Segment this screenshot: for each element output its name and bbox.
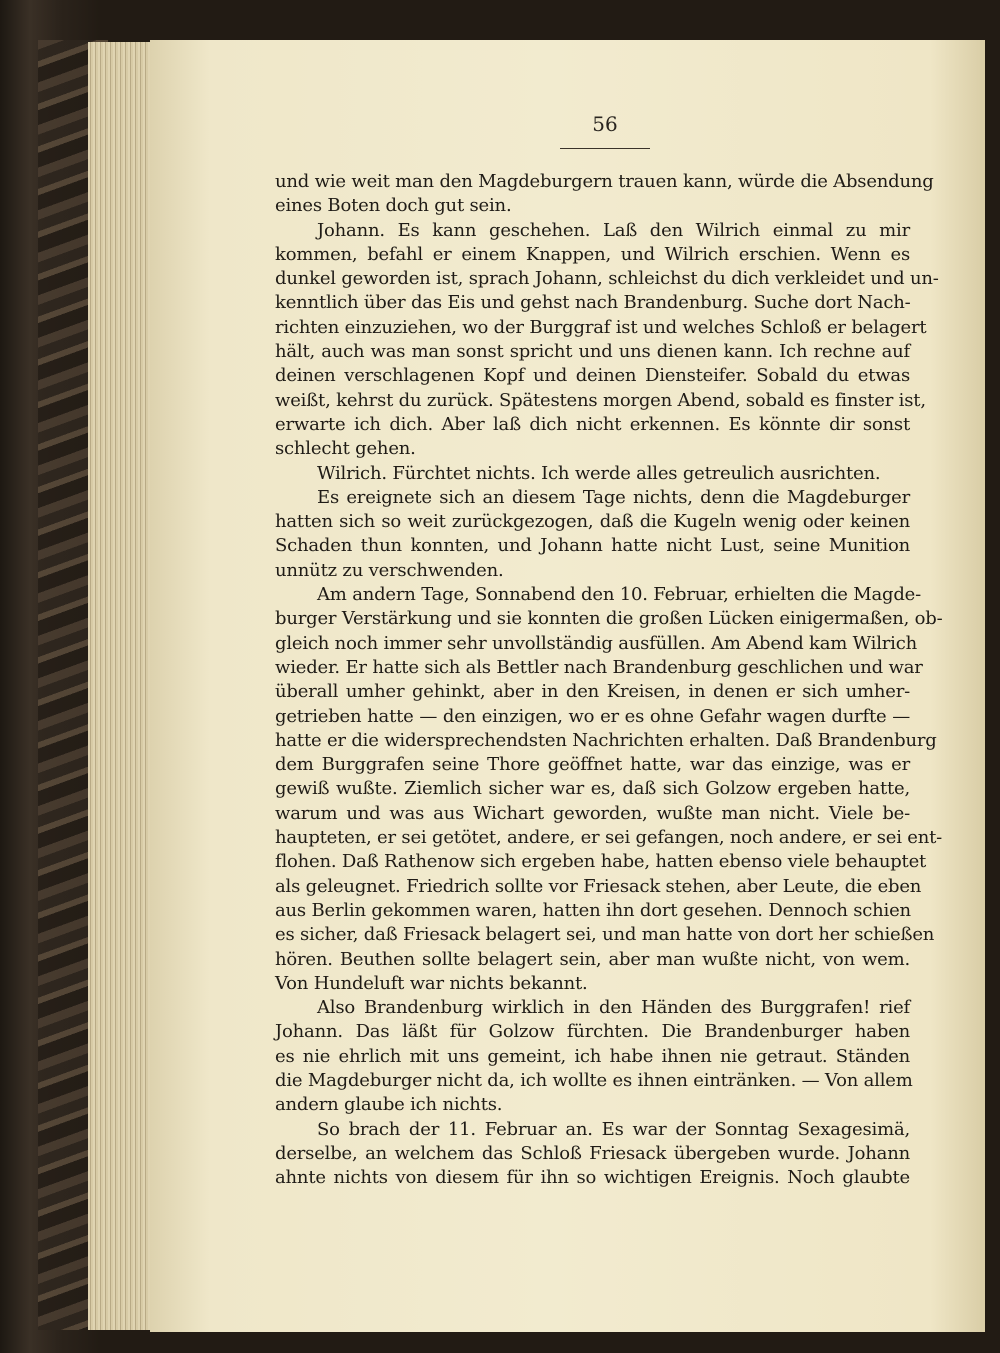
- text-line: gewiß wußte. Ziemlich sicher war es, daß sich Golzow ergeben hatte,: [275, 778, 910, 800]
- text-line: die Magdeburger nicht da, ich wollte es ihnen eintränken. — Von allem: [275, 1069, 913, 1091]
- text-line: hält, auch was man sonst spricht und uns dienen kann. Ich rechne auf: [275, 341, 910, 363]
- text-line: flohen. Daß Rathenow sich ergeben habe, hatten ebenso viele behauptet: [275, 851, 927, 873]
- text-line: ahnte nichts von diesem für ihn so wichtigen Ereignis. Noch glaubte: [275, 1167, 910, 1189]
- page-number: 56: [592, 112, 618, 136]
- text-line: andern glaube ich nichts.: [275, 1094, 503, 1116]
- text-line: So brach der 11. Februar an. Es war der Sonntag Sexagesimä,: [317, 1118, 910, 1140]
- text-line: Also Brandenburg wirklich in den Händen des Burggrafen! rief: [317, 997, 910, 1019]
- text-line: es sicher, daß Friesack belagert sei, und man hatte von dort her schießen: [275, 924, 935, 946]
- text-line: weißt, kehrst du zurück. Spätestens morgen Abend, sobald es finster ist,: [275, 389, 926, 411]
- text-line: überall umher gehinkt, aber in den Kreisen, in denen er sich umher-: [275, 681, 910, 703]
- text-line: deinen verschlagenen Kopf und deinen Diensteifer. Sobald du etwas: [275, 365, 910, 387]
- text-line: richten einzuziehen, wo der Burggraf ist und welches Schloß er belagert: [275, 316, 927, 338]
- text-line: wieder. Er hatte sich als Bettler nach Brandenburg geschlichen und war: [275, 656, 923, 678]
- text-line: derselbe, an welchem das Schloß Friesack übergeben wurde. Johann: [275, 1142, 910, 1164]
- text-line: Von Hundeluft war nichts bekannt.: [275, 972, 588, 994]
- text-line: erwarte ich dich. Aber laß dich nicht erkennen. Es könnte dir sonst: [275, 413, 910, 435]
- text-line: kommen, befahl er einem Knappen, und Wilrich erschien. Wenn es: [275, 243, 910, 265]
- text-line: Johann. Das läßt für Golzow fürchten. Die Brandenburger haben: [275, 1021, 910, 1043]
- text-line: eines Boten doch gut sein.: [275, 195, 512, 217]
- text-line: kenntlich über das Eis und gehst nach Brandenburg. Suche dort Nach-: [275, 292, 911, 314]
- text-line: unnütz zu verschwenden.: [275, 559, 504, 581]
- text-line: schlecht gehen.: [275, 438, 416, 460]
- text-line: Am andern Tage, Sonnabend den 10. Februar, erhielten die Magde-: [317, 584, 921, 606]
- text-line: es nie ehrlich mit uns gemeint, ich habe ihnen nie getraut. Ständen: [275, 1045, 910, 1067]
- body-text: [275, 170, 943, 1190]
- text-line: und wie weit man den Magdeburgern trauen kann, würde die Absendung: [275, 171, 934, 192]
- text-line: dem Burggrafen seine Thore geöffnet hatte, war das einzige, was er: [275, 754, 910, 776]
- text-line: hatten sich so weit zurückgezogen, daß die Kugeln wenig oder keinen: [275, 511, 910, 533]
- text-line: Johann. Es kann geschehen. Laß den Wilrich einmal zu mir: [317, 219, 910, 241]
- page-edges: [88, 42, 154, 1330]
- text-line: hören. Beuthen sollte belagert sein, aber man wußte nicht, von wem.: [275, 948, 910, 970]
- text-line: haupteten, er sei getötet, andere, er sei gefangen, noch andere, er sei ent-: [275, 827, 943, 849]
- text-line: hatte er die widersprechendsten Nachrichten erhalten. Daß Brandenburg: [275, 729, 937, 751]
- header-rule: [560, 148, 650, 149]
- text-line: gleich noch immer sehr unvollständig ausfüllen. Am Abend kam Wilrich: [275, 632, 917, 654]
- text-line: warum und was aus Wichart geworden, wußte man nicht. Viele be-: [275, 802, 910, 824]
- text-line: aus Berlin gekommen waren, hatten ihn dort gesehen. Dennoch schien: [275, 899, 911, 921]
- text-line: burger Verstärkung und sie konnten die großen Lücken einigermaßen, ob-: [275, 608, 943, 630]
- text-line: getrieben hatte — den einzigen, wo er es ohne Gefahr wagen durfte —: [275, 705, 910, 727]
- text-line: Wilrich. Fürchtet nichts. Ich werde alles getreulich ausrichten.: [317, 462, 881, 484]
- text-line: als geleugnet. Friedrich sollte vor Friesack stehen, aber Leute, die eben: [275, 875, 922, 897]
- text-line: Es ereignete sich an diesem Tage nichts, denn die Magdeburger: [317, 486, 910, 508]
- text-line: dunkel geworden ist, sprach Johann, schleichst du dich verkleidet und un-: [275, 268, 939, 290]
- text-line: Schaden thun konnten, und Johann hatte nicht Lust, seine Munition: [275, 535, 910, 557]
